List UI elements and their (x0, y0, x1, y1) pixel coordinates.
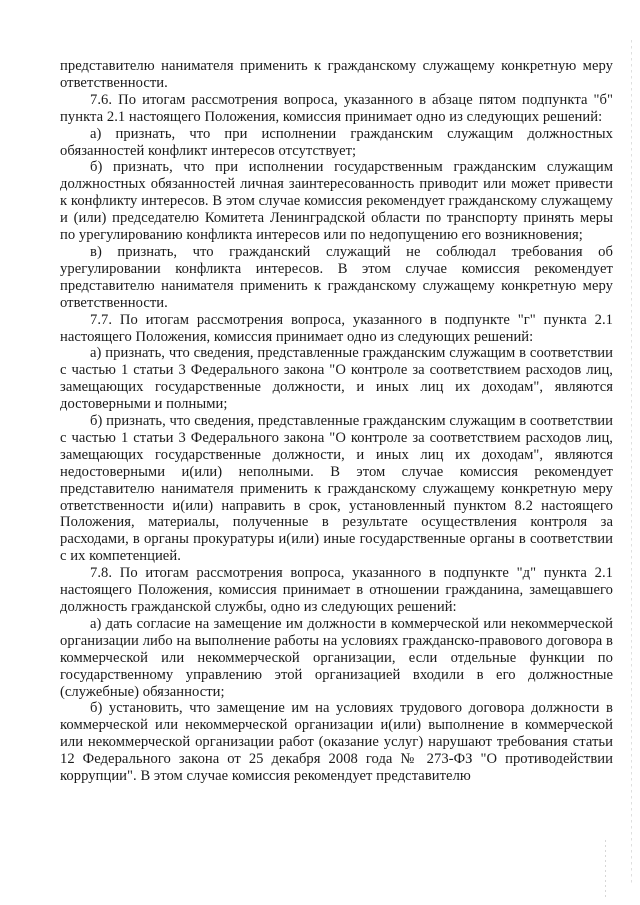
paragraph-7-6-v: в) признать, что гражданский служащий не соблюдал требования об урегулировании конфликта интересов. В этом случае комиссия рекомендует представителю нанимателя применить к гражданскому служащему конкретную меру ответственности. (60, 243, 613, 311)
paragraph-7-6-b: б) признать, что при исполнении государственным гражданским служащим должностных обязанностей личная заинтересованность приводит или может привести к конфликту интересов. В этом случае комиссия рекомендует гражданскому служащему и (или) председателю Комитета Ленинградской области по транспорту принять меры по урегулированию конфликта интересов или по недопущению его возникновения; (60, 159, 613, 244)
paragraph-7-8-a: а) дать согласие на замещение им должности в коммерческой или некоммерческой организации либо на выполнение работы на условиях гражданско-правового договора в коммерческой или некоммерческой организации, если отдельные функции по государственному управлению этой организацией входили в его должностные (служебные) обязанности; (60, 615, 613, 700)
paragraph-7-7-a: а) признать, что сведения, представленные гражданским служащим в соответствии с частью 1 статьи 3 Федерального закона "О контроле за соответствием расходов лиц, замещающих государственные должности, и иных лиц их доходам", являются достоверными и полными; (60, 345, 613, 413)
paragraph-7-7: 7.7. По итогам рассмотрения вопроса, указанного в подпункте "г" пункта 2.1 настоящего Положения, комиссия принимает одно из следующих решений: (60, 311, 613, 345)
paragraph-7-6: 7.6. По итогам рассмотрения вопроса, указанного в абзаце пятом подпункта "б" пункта 2.1 настоящего Положения, комиссия принимает одно из следующих решений: (60, 91, 613, 125)
paragraph-7-6-a: а) признать, что при исполнении гражданским служащим должностных обязанностей конфликт интересов отсутствует; (60, 125, 613, 159)
paragraph-continuation: представителю нанимателя применить к гражданскому служащему конкретную меру ответственности. (60, 58, 613, 91)
paragraph-7-8-b: б) установить, что замещение им на условиях трудового договора должности в коммерческой или некоммерческой организации и(или) выполнение в коммерческой или некоммерческой организации работ (оказание услуг) нарушают требования статьи 12 Федерального закона от 25 декабря 2008 года № 273-ФЗ "О противодействии коррупции". В этом случае комиссия рекомендует представителю (60, 700, 613, 785)
scan-edge-artifact-lower (605, 840, 606, 900)
scan-edge-artifact (631, 40, 632, 885)
paragraph-7-8: 7.8. По итогам рассмотрения вопроса, указанного в подпункте "д" пункта 2.1 настоящего Положения, комиссия принимает в отношении гражданина, замещавшего должность гражданской службы, одно из следующих решений: (60, 565, 613, 615)
paragraph-7-7-b: б) признать, что сведения, представленные гражданским служащим в соответствии с частью 1 статьи 3 Федерального закона "О контроле за соответствием расходов лиц, замещающих государственные должности, и иных лиц их доходам", являются недостоверными и(или) неполными. В этом случае комиссия рекомендует представителю нанимателя применить к гражданскому служащему конкретную меру ответственности и(или) направить в срок, установленный пунктом 8.2 настоящего Положения, материалы, полученные в результате осуществления контроля за расходами, в органы прокуратуры и(или) иные государственные органы в соответствии с их компетенцией. (60, 413, 613, 565)
